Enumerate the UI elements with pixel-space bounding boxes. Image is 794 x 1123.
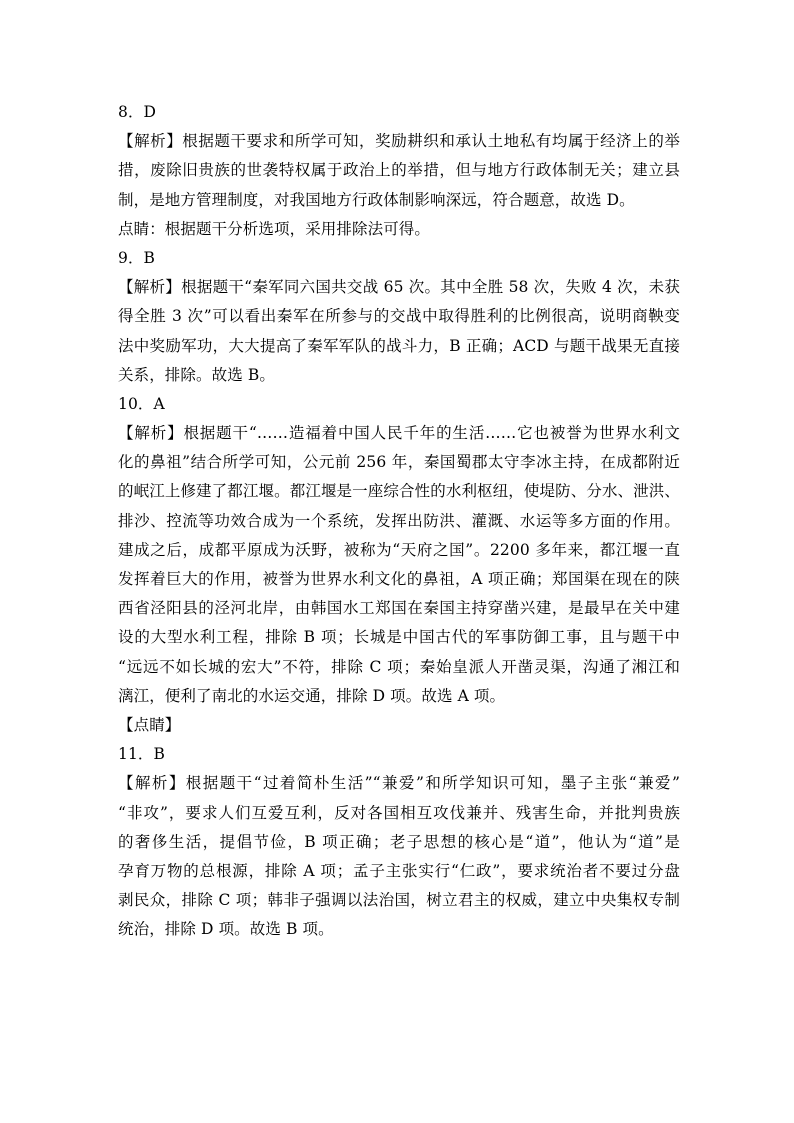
answer-10-analysis-line: 发挥着巨大的作用，被誉为世界水利文化的鼻祖，A 项正确；郑国渠在现在的陕 — [118, 570, 680, 588]
answer-10-analysis-line: 化的鼻祖”结合所学可知，公元前 256 年，秦国蜀郡太守李冰主持，在成都附近 — [118, 453, 680, 472]
answer-9-heading: 9．B — [118, 248, 156, 267]
answer-10-heading: 10．A — [118, 394, 165, 413]
answer-11-analysis-line: “非攻”，要求人们互爱互利，反对各国相互攻伐兼并、残害生命，并批判贵族 — [118, 803, 680, 822]
answer-10-analysis-line: 建成之后，成都平原成为沃野，被称为“天府之国”。2200 多年来，都江堰一直 — [118, 540, 680, 559]
answer-9-analysis-line: 关系，排除。故选 B。 — [118, 365, 275, 384]
answer-10-analysis-line: 的岷江上修建了都江堰。都江堰是一座综合性的水利枢纽，使堤防、分水、泄洪、 — [118, 482, 680, 501]
answer-10-analysis-line: 西省泾阳县的泾河北岸，由韩国水工郑国在秦国主持穿凿兴建，是最早在关中建 — [118, 599, 680, 618]
answer-10-analysis-line: 设的大型水利工程，排除 B 项；长城是中国古代的军事防御工事，且与题干中 — [118, 628, 680, 647]
answer-11-analysis-line: 统治，排除 D 项。故选 B 项。 — [118, 920, 334, 939]
answer-10-tip-heading: 【点睛】 — [118, 715, 181, 734]
answer-11-analysis-line: 的奢侈生活，提倡节俭，B 项正确；老子思想的核心是“道”，他认为“道”是 — [118, 832, 680, 851]
answer-8-analysis-line: 措，废除旧贵族的世袭特权属于政治上的举措，但与地方行政体制无关；建立县 — [118, 161, 680, 180]
answer-9-analysis-line: 【解析】根据题干“秦军同六国共交战 65 次。其中全胜 58 次，失败 4 次，未获 — [118, 278, 680, 297]
answer-8-heading: 8．D — [118, 103, 157, 121]
answer-9-analysis-line: 法中奖励军功，大大提高了秦军军队的战斗力，B 正确；ACD 与题干战果无直接 — [118, 336, 680, 355]
answer-10-analysis-line: “远远不如长城的宏大”不符，排除 C 项；秦始皇派人开凿灵渠，沟通了湘江和 — [118, 657, 680, 676]
answer-8-analysis-line: 【解析】根据题干要求和所学可知，奖励耕织和承认土地私有均属于经济上的举 — [118, 132, 680, 151]
answer-10-analysis-line: 漓江，便利了南北的水运交通，排除 D 项。故选 A 项。 — [118, 686, 506, 705]
answer-10-analysis-line: 【解析】根据题干“……造福着中国人民千年的生活……它也被誉为世界水利文 — [118, 424, 680, 443]
answer-11-analysis-line: 【解析】根据题干“过着简朴生活”“兼爱”和所学知识可知，墨子主张“兼爱” — [118, 774, 680, 793]
answer-9-analysis-line: 得全胜 3 次”可以看出秦军在所参与的交战中取得胜利的比例很高，说明商鞅变 — [118, 307, 680, 326]
answer-8-tip-line: 点睛：根据题干分析选项，采用排除法可得。 — [118, 219, 431, 238]
answer-10-analysis-line: 排沙、控流等功效合成为一个系统，发挥出防洪、灌溉、水运等多方面的作用。 — [118, 511, 680, 530]
answer-11-analysis-line: 剥民众，排除 C 项；韩非子强调以法治国，树立君主的权威，建立中央集权专制 — [118, 891, 680, 910]
answer-8-analysis-line: 制，是地方管理制度，对我国地方行政体制影响深远，符合题意，故选 D。 — [118, 190, 635, 209]
answer-11-heading: 11．B — [118, 745, 166, 764]
answer-11-analysis-line: 孕育万物的总根源，排除 A 项；孟子主张实行“仁政”，要求统治者不要过分盘 — [118, 861, 680, 880]
answer-explanation-page — [118, 98, 680, 944]
